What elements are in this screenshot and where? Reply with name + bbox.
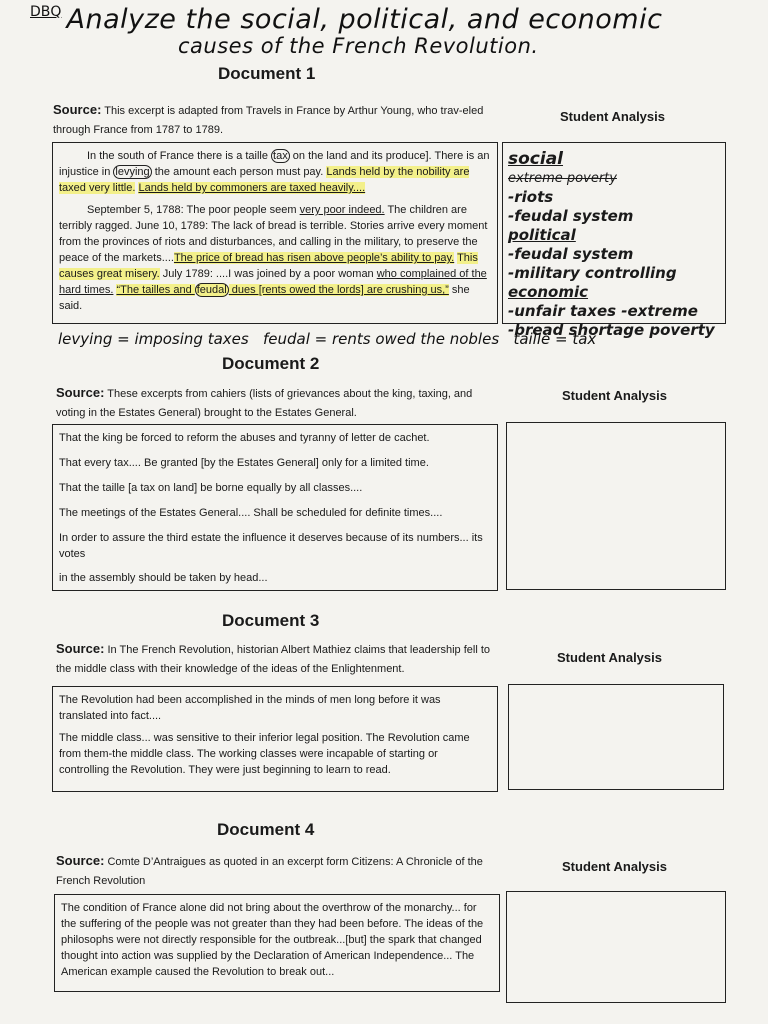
doc2-analysis-label: Student Analysis	[562, 388, 667, 403]
doc2-source-label: Source:	[56, 385, 105, 400]
doc1-text-box	[52, 142, 498, 324]
doc3-source	[56, 639, 496, 679]
doc1-source-label: Source:	[53, 102, 102, 117]
header	[30, 4, 730, 35]
circled-word-levying: levying	[115, 166, 150, 178]
doc3-source-text: In The French Revolution, historian Albert Mathiez claims that leadership fell to the middle class with their knowledge of the ideas of the Enlightenment.	[56, 644, 491, 675]
doc2-body	[59, 430, 491, 586]
doc3-text-box	[52, 686, 498, 792]
doc2-text-box	[52, 424, 498, 591]
note-feudal-system-1: -feudal system	[508, 207, 634, 225]
doc3-title: Document 3	[222, 611, 320, 630]
note-extreme-poverty: extreme poverty	[508, 171, 617, 186]
header-line1: Analyze the social, political, and economic	[66, 4, 663, 35]
text-run: July 1789: ....I was joined by a poor woman	[159, 268, 377, 280]
doc2-source-text: These excerpts from cahiers (lists of grievances about the king, taxing, and voting in the Estates General) brought to the Estates General.	[56, 388, 473, 419]
grievance-line: That the king be forced to reform the abuses and tyranny of letter de cachet.	[59, 432, 430, 444]
highlight-nobles-taxed: Lands held by the nobility are taxed very little.	[59, 166, 470, 194]
underline-very-poor: very poor indeed.	[299, 204, 385, 216]
doc1-title: Document 1	[218, 64, 316, 83]
note-riots: -riots	[508, 188, 554, 206]
highlight-commoners-taxed: Lands held by commoners are taxed heavily....	[138, 182, 366, 194]
text-run: the amount each person must pay.	[151, 166, 327, 178]
grievance-line: In order to assure the third estate the influence it deserves because of its numbers... its votes	[59, 532, 483, 560]
text-run: she said.	[59, 284, 470, 312]
note-military: -military controlling	[508, 264, 677, 282]
doc3-body	[59, 692, 491, 778]
doc3-source-label: Source:	[56, 641, 105, 656]
text-run: September 5, 1788: The poor people seem	[87, 204, 300, 216]
highlight-great-misery: This causes great misery.	[59, 252, 478, 280]
doc2-title: Document 2	[222, 354, 320, 373]
text-run: The children are terribly ragged. June 10, 1789: The lack of bread is terrible. Stories arrive every moment from the provinces of riots and disturbances, and calling in the military, to preserve the peace of the markets....	[59, 204, 488, 264]
header-line2: causes of the French Revolution.	[178, 34, 539, 58]
grievance-line: That every tax.... Be granted [by the Estates General] only for a limited time.	[59, 457, 429, 469]
text-run: on the land and its produce]. There is an injustice in	[59, 150, 490, 178]
highlight-tailles: “The tailles and	[116, 284, 195, 296]
doc1-paragraph-2	[59, 202, 491, 314]
doc4-paragraph-1: The condition of France alone did not bring about the overthrow of the monarchy... for the suffering of the people was not greater than they had been before. The ideas of the philosophs were not directly responsible for the outbreak...[but] the spark that changed thought into action was supplied by the Declaration of American Independence... The American example caused the Revolution to break out...	[61, 902, 484, 978]
doc3-analysis-label: Student Analysis	[557, 650, 662, 665]
doc3-paragraph-1: The Revolution had been accomplished in the minds of men long before it was translated into fact....	[59, 694, 441, 722]
doc4-title: Document 4	[217, 820, 315, 839]
doc1-body	[59, 148, 491, 314]
doc1-source	[53, 100, 493, 140]
dbq-tag: DBQ	[30, 4, 62, 20]
note-social: social	[508, 149, 564, 169]
highlight-bread-price: The price of bread has risen above people’s ability to pay.	[173, 252, 455, 264]
doc4-source-label: Source:	[56, 853, 105, 868]
doc3-paragraph-2: The middle class... was sensitive to their inferior legal position. The Revolution came from them-the middle class. The working classes were incapable of starting or controlling the Revolution. They were just beginning to learn to read.	[59, 732, 470, 776]
doc1-footnote: levying = imposing taxes feudal = rents owed the nobles taille = tax	[58, 330, 597, 348]
highlight-crushing-us: dues [rents owed the lords] are crushing us,”	[228, 284, 449, 296]
doc4-source	[56, 851, 496, 891]
grievance-line: in the assembly should be taken by head...	[59, 572, 268, 584]
doc1-analysis-label: Student Analysis	[560, 109, 665, 124]
doc2-source	[56, 383, 496, 423]
note-unfair-taxes: -unfair taxes -extreme	[508, 302, 698, 320]
note-bread-shortage: -bread shortage poverty	[508, 321, 715, 339]
underline-hard-times: who complained of the hard times.	[59, 268, 487, 296]
doc4-analysis-label: Student Analysis	[562, 859, 667, 874]
grievance-line: That the taille [a tax on land] be borne equally by all classes....	[59, 482, 363, 494]
doc1-analysis-notes	[508, 150, 764, 340]
note-feudal-system-2: -feudal system	[508, 245, 634, 263]
doc4-text-box	[54, 894, 500, 992]
text-run: In the south of France there is a taille	[87, 150, 272, 162]
doc1-paragraph-1	[59, 148, 491, 196]
grievance-line: The meetings of the Estates General.... Shall be scheduled for definite times....	[59, 507, 443, 519]
doc4-analysis-box[interactable]	[506, 891, 726, 1003]
doc3-analysis-box[interactable]	[508, 684, 724, 790]
circled-word-feudal: feudal	[196, 284, 227, 296]
note-political: political	[508, 226, 576, 244]
doc1-source-text: This excerpt is adapted from Travels in France by Arthur Young, who trav-eled through France from 1787 to 1789.	[53, 105, 484, 136]
circled-word-tax: tax	[273, 150, 288, 162]
doc4-body	[61, 900, 493, 980]
note-economic: economic	[508, 283, 589, 301]
doc2-analysis-box[interactable]	[506, 422, 726, 590]
doc4-source-text: Comte D’Antraigues as quoted in an excerpt form Citizens: A Chronicle of the French Revolution	[56, 856, 483, 887]
